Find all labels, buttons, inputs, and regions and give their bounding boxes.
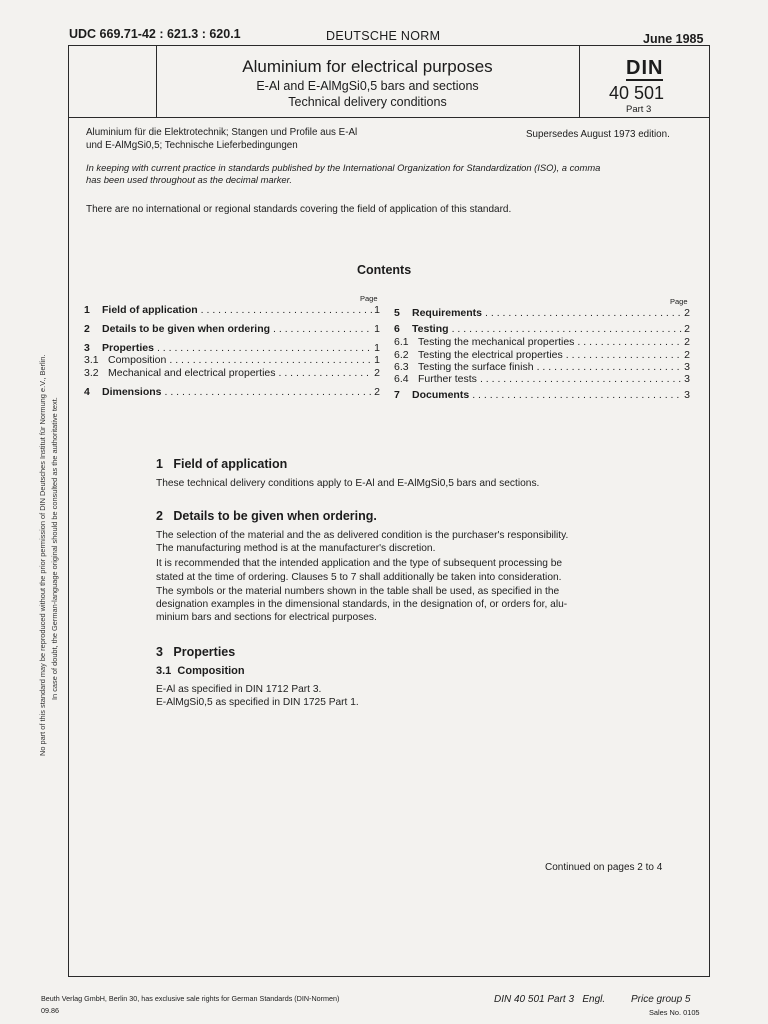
toc-title: Dimensions <box>102 386 162 398</box>
section-2-paragraph: designation examples in the dimensional standards, in the designation of, or orders for, alu- <box>156 599 568 610</box>
toc-title: Documents <box>412 389 470 401</box>
no-international-standards-note: There are no international or regional standards covering the field of application of this standard. <box>86 204 512 215</box>
title-block-divider <box>68 117 710 118</box>
document-title: Aluminium for electrical purposes <box>242 57 493 76</box>
toc-title: Testing the electrical properties <box>418 349 563 361</box>
toc-title: Testing the mechanical properties <box>418 336 575 348</box>
toc-title: Properties <box>102 342 154 354</box>
footer-date-code: 09.86 <box>41 1006 59 1015</box>
section-1-text: These technical delivery conditions apply to E-Al and E-AlMgSi0,5 bars and sections. <box>156 478 540 489</box>
toc-leader <box>577 336 682 348</box>
toc-page: 1 <box>374 304 380 316</box>
toc-number: 6.4 <box>394 373 409 385</box>
german-title-line1: Aluminium für die Elektrotechnik; Stangen und Profile aus E-Al <box>86 127 358 138</box>
toc-entry[interactable] <box>84 386 380 398</box>
toc-leader <box>165 386 373 398</box>
toc-title: Field of application <box>102 304 198 316</box>
toc-leader <box>201 304 372 316</box>
iso-note-line1: In keeping with current practice in standards published by the International Organization for Standardization (ISO), a comma <box>86 162 601 173</box>
footer-document-reference: DIN 40 501 Part 3 Engl. <box>494 994 606 1005</box>
section-2-paragraph: The selection of the material and the as delivered condition is the purchaser's responsibility. <box>156 530 569 541</box>
toc-number: 4 <box>84 386 90 398</box>
toc-number: 2 <box>84 323 90 335</box>
toc-page: 2 <box>684 336 690 348</box>
toc-leader <box>566 349 682 361</box>
toc-entry[interactable] <box>84 323 380 335</box>
udc-classification: UDC 669.71-42 : 621.3 : 620.1 <box>69 27 241 41</box>
din-logo: DIN <box>626 57 664 79</box>
side-copyright-line2: In case of doubt, the German-language original should be consulted as the authoritative text. <box>50 397 59 700</box>
document-subtitle-2: Technical delivery conditions <box>288 95 447 109</box>
toc-number: 6.3 <box>394 361 409 373</box>
toc-title: Testing <box>412 323 449 335</box>
toc-number: 5 <box>394 307 400 319</box>
toc-leader <box>472 389 682 401</box>
section-3-1-text: E-Al as specified in DIN 1712 Part 3. <box>156 684 322 695</box>
toc-entry[interactable] <box>394 361 690 373</box>
toc-entry[interactable] <box>394 389 690 401</box>
footer-price-group: Price group 5 <box>631 994 691 1005</box>
toc-leader <box>157 342 372 354</box>
toc-number: 3.1 <box>84 354 99 366</box>
toc-page: 2 <box>684 349 690 361</box>
toc-title: Composition <box>108 354 167 366</box>
toc-number: 7 <box>394 389 400 401</box>
section-2-paragraph: The manufacturing method is at the manufacturer's discretion. <box>156 543 436 554</box>
contents-heading: Contents <box>357 263 412 277</box>
part-number: Part 3 <box>626 104 652 115</box>
document-subtitle-1: E-Al and E-AlMgSi0,5 bars and sections <box>256 79 479 93</box>
din-number: 40 501 <box>609 83 665 103</box>
toc-leader <box>537 361 683 373</box>
toc-entry[interactable] <box>84 304 380 316</box>
footer-publisher: Beuth Verlag GmbH, Berlin 30, has exclusive sale rights for German Standards (DIN-Normen) <box>41 994 340 1003</box>
toc-number: 3 <box>84 342 90 354</box>
toc-entry[interactable] <box>394 323 690 335</box>
toc-number: 6.2 <box>394 349 409 361</box>
section-3-1-heading: 3.1 Composition <box>156 665 245 677</box>
side-copyright-line1: No part of this standard may be reproduced without the prior permission of DIN Deutsches Institut für Normung e.V., Berlin. <box>38 354 47 756</box>
toc-page: 1 <box>374 354 380 366</box>
toc-entry[interactable] <box>394 373 690 385</box>
toc-leader <box>452 323 683 335</box>
section-3-1-text: E-AlMgSi0,5 as specified in DIN 1725 Part 1. <box>156 697 359 708</box>
section-2-paragraph: minium bars and sections for electrical purposes. <box>156 612 377 623</box>
continued-note: Continued on pages 2 to 4 <box>545 862 663 873</box>
section-3-heading: 3 Properties <box>156 645 236 659</box>
toc-title: Testing the surface finish <box>418 361 534 373</box>
toc-leader <box>169 354 372 366</box>
section-2-paragraph: The symbols or the material numbers shown in the table shall be used, as specified in the <box>156 586 560 597</box>
footer-sales-number: Sales No. 0105 <box>649 1008 700 1017</box>
section-1-heading: 1 Field of application <box>156 457 288 471</box>
toc-leader <box>279 367 373 379</box>
toc-page: 1 <box>374 342 380 354</box>
toc-title: Details to be given when ordering <box>102 323 271 335</box>
toc-number: 6.1 <box>394 336 409 348</box>
publication-date: June 1985 <box>643 32 704 46</box>
toc-number: 3.2 <box>84 367 99 379</box>
page-column-label-right: Page <box>670 297 688 306</box>
toc-entry[interactable] <box>84 367 380 379</box>
toc-page: 3 <box>684 373 690 385</box>
toc-page: 2 <box>684 307 690 319</box>
section-2-heading: 2 Details to be given when ordering. <box>156 509 377 523</box>
section-2-paragraph: It is recommended that the intended application and the type of subsequent processing be <box>156 558 563 569</box>
toc-number: 1 <box>84 304 90 316</box>
toc-page: 1 <box>374 323 380 335</box>
toc-page: 2 <box>374 367 380 379</box>
toc-entry[interactable] <box>394 349 690 361</box>
toc-entry[interactable] <box>84 354 380 366</box>
toc-number: 6 <box>394 323 400 335</box>
standard-type: DEUTSCHE NORM <box>326 29 441 43</box>
toc-leader <box>485 307 682 319</box>
iso-note-line2: has been used throughout as the decimal marker. <box>86 174 293 185</box>
toc-page: 2 <box>374 386 380 398</box>
toc-entry[interactable] <box>394 336 690 348</box>
toc-page: 3 <box>684 361 690 373</box>
supersedes-note: Supersedes August 1973 edition. <box>526 129 670 140</box>
toc-page: 2 <box>684 323 690 335</box>
page-column-label-left: Page <box>360 294 378 303</box>
toc-leader <box>273 323 372 335</box>
toc-title: Requirements <box>412 307 483 319</box>
toc-entry[interactable] <box>394 307 690 319</box>
toc-title: Further tests <box>418 373 477 385</box>
title-block-right-rule <box>579 45 580 117</box>
toc-leader <box>480 373 682 385</box>
toc-page: 3 <box>684 389 690 401</box>
toc-entry[interactable] <box>84 342 380 354</box>
toc-title: Mechanical and electrical properties <box>108 367 276 379</box>
section-2-paragraph: stated at the time of ordering. Clauses 5 to 7 shall additionally be taken into consideration. <box>156 572 562 583</box>
german-title-line2: und E-AlMgSi0,5; Technische Lieferbedingungen <box>86 140 298 151</box>
